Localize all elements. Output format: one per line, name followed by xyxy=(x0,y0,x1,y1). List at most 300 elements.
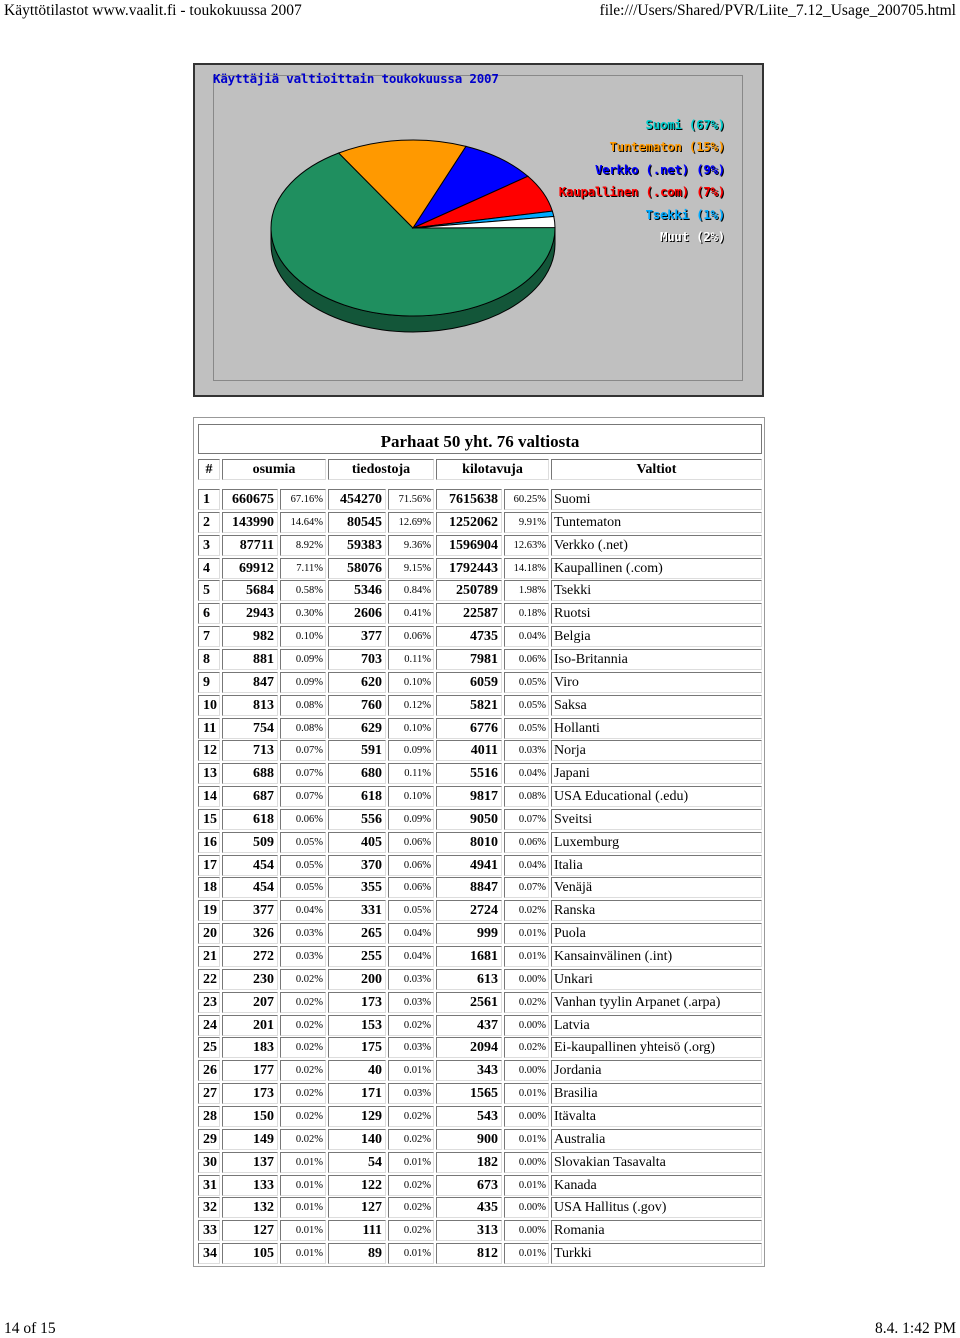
cell-tiedostoja: 377 xyxy=(328,626,386,647)
cell-osumia: 326 xyxy=(222,923,278,944)
cell-kilotavuja: 9050 xyxy=(436,809,502,830)
cell-rank: 16 xyxy=(198,832,220,853)
cell-valtio: Tsekki xyxy=(551,580,762,601)
table-row xyxy=(198,1220,762,1241)
cell-tiedostoja-pct: 0.02% xyxy=(388,1106,434,1127)
table-title-text: Parhaat 50 yht. 76 valtiosta xyxy=(380,432,580,451)
cell-valtio: Romania xyxy=(551,1220,762,1241)
cell-osumia: 5684 xyxy=(222,580,278,601)
table-row xyxy=(198,992,762,1013)
cell-kilotavuja-pct: 0.00% xyxy=(504,1106,549,1127)
cell-osumia-pct: 0.02% xyxy=(280,1060,326,1081)
cell-tiedostoja-pct: 71.56% xyxy=(388,489,434,510)
table-row xyxy=(198,603,762,624)
cell-kilotavuja-pct: 0.00% xyxy=(504,1197,549,1218)
cell-osumia-pct: 0.01% xyxy=(280,1152,326,1173)
cell-osumia-pct: 0.02% xyxy=(280,1129,326,1150)
cell-osumia: 177 xyxy=(222,1060,278,1081)
legend-item: Suomi (67%) xyxy=(645,117,725,132)
cell-tiedostoja: 5346 xyxy=(328,580,386,601)
cell-tiedostoja-pct: 0.01% xyxy=(388,1243,434,1264)
cell-tiedostoja: 171 xyxy=(328,1083,386,1104)
cell-osumia-pct: 0.02% xyxy=(280,1106,326,1127)
cell-kilotavuja-pct: 0.04% xyxy=(504,626,549,647)
cell-kilotavuja-pct: 0.01% xyxy=(504,1083,549,1104)
cell-rank: 30 xyxy=(198,1152,220,1173)
cell-valtio: Viro xyxy=(551,672,762,693)
cell-rank: 28 xyxy=(198,1106,220,1127)
cell-tiedostoja: 122 xyxy=(328,1175,386,1196)
cell-valtio: Tuntematon xyxy=(551,512,762,533)
cell-osumia-pct: 0.01% xyxy=(280,1197,326,1218)
cell-kilotavuja-pct: 60.25% xyxy=(504,489,549,510)
table-row xyxy=(198,877,762,898)
cell-kilotavuja-pct: 0.00% xyxy=(504,1060,549,1081)
cell-tiedostoja-pct: 0.09% xyxy=(388,740,434,761)
table-row xyxy=(198,740,762,761)
table-row xyxy=(198,558,762,579)
cell-osumia: 201 xyxy=(222,1015,278,1036)
cell-tiedostoja-pct: 0.02% xyxy=(388,1197,434,1218)
cell-valtio: Slovakian Tasavalta xyxy=(551,1152,762,1173)
cell-osumia-pct: 7.11% xyxy=(280,558,326,579)
cell-kilotavuja-pct: 0.07% xyxy=(504,809,549,830)
cell-tiedostoja-pct: 0.01% xyxy=(388,1152,434,1173)
cell-osumia-pct: 0.02% xyxy=(280,1083,326,1104)
table-row xyxy=(198,695,762,716)
cell-tiedostoja-pct: 0.84% xyxy=(388,580,434,601)
cell-kilotavuja-pct: 0.01% xyxy=(504,1129,549,1150)
cell-kilotavuja-pct: 12.63% xyxy=(504,535,549,556)
cell-rank: 17 xyxy=(198,855,220,876)
cell-osumia: 87711 xyxy=(222,535,278,556)
cell-valtio: Puola xyxy=(551,923,762,944)
table-row xyxy=(198,763,762,784)
cell-tiedostoja-pct: 0.11% xyxy=(388,763,434,784)
cell-tiedostoja-pct: 0.02% xyxy=(388,1175,434,1196)
cell-rank: 34 xyxy=(198,1243,220,1264)
cell-osumia-pct: 0.30% xyxy=(280,603,326,624)
cell-kilotavuja-pct: 0.00% xyxy=(504,1152,549,1173)
cell-rank: 15 xyxy=(198,809,220,830)
cell-rank: 9 xyxy=(198,672,220,693)
cell-kilotavuja-pct: 0.04% xyxy=(504,763,549,784)
cell-tiedostoja: 703 xyxy=(328,649,386,670)
cell-rank: 33 xyxy=(198,1220,220,1241)
cell-osumia-pct: 0.01% xyxy=(280,1220,326,1241)
cell-kilotavuja-pct: 0.02% xyxy=(504,1037,549,1058)
cell-tiedostoja: 556 xyxy=(328,809,386,830)
cell-osumia-pct: 0.05% xyxy=(280,877,326,898)
cell-osumia: 133 xyxy=(222,1175,278,1196)
cell-rank: 18 xyxy=(198,877,220,898)
cell-kilotavuja: 435 xyxy=(436,1197,502,1218)
cell-valtio: Verkko (.net) xyxy=(551,535,762,556)
cell-tiedostoja: 680 xyxy=(328,763,386,784)
cell-kilotavuja: 182 xyxy=(436,1152,502,1173)
cell-rank: 1 xyxy=(198,489,220,510)
cell-rank: 29 xyxy=(198,1129,220,1150)
chart-title: Käyttäjiä valtioittain toukokuussa 2007 xyxy=(213,71,499,86)
cell-tiedostoja: 127 xyxy=(328,1197,386,1218)
cell-osumia: 881 xyxy=(222,649,278,670)
cell-rank: 26 xyxy=(198,1060,220,1081)
cell-osumia-pct: 8.92% xyxy=(280,535,326,556)
cell-tiedostoja-pct: 0.12% xyxy=(388,695,434,716)
cell-rank: 19 xyxy=(198,900,220,921)
cell-tiedostoja-pct: 0.06% xyxy=(388,855,434,876)
cell-osumia-pct: 0.03% xyxy=(280,946,326,967)
cell-tiedostoja-pct: 0.06% xyxy=(388,832,434,853)
cell-kilotavuja: 313 xyxy=(436,1220,502,1241)
cell-tiedostoja-pct: 0.06% xyxy=(388,626,434,647)
table-row xyxy=(198,832,762,853)
cell-osumia: 105 xyxy=(222,1243,278,1264)
cell-osumia-pct: 0.01% xyxy=(280,1175,326,1196)
cell-valtio: Kanada xyxy=(551,1175,762,1196)
legend-item: Muut (2%) xyxy=(659,229,725,245)
table-row xyxy=(198,1243,762,1264)
cell-tiedostoja: 355 xyxy=(328,877,386,898)
cell-kilotavuja: 543 xyxy=(436,1106,502,1127)
cell-osumia: 69912 xyxy=(222,558,278,579)
cell-osumia-pct: 0.10% xyxy=(280,626,326,647)
cell-kilotavuja: 7615638 xyxy=(436,489,502,510)
cell-kilotavuja-pct: 0.06% xyxy=(504,649,549,670)
cell-osumia-pct: 0.09% xyxy=(280,672,326,693)
cell-tiedostoja: 153 xyxy=(328,1015,386,1036)
cell-kilotavuja: 4941 xyxy=(436,855,502,876)
cell-valtio: USA Hallitus (.gov) xyxy=(551,1197,762,1218)
cell-tiedostoja-pct: 0.04% xyxy=(388,946,434,967)
col-header-valtiot: Valtiot xyxy=(551,459,762,480)
cell-kilotavuja: 8010 xyxy=(436,832,502,853)
cell-tiedostoja: 89 xyxy=(328,1243,386,1264)
legend-item: Kaupallinen (.com) (7%) xyxy=(558,184,725,200)
cell-tiedostoja-pct: 0.02% xyxy=(388,1015,434,1036)
cell-valtio: Vanhan tyylin Arpanet (.arpa) xyxy=(551,992,762,1013)
cell-kilotavuja: 5516 xyxy=(436,763,502,784)
cell-tiedostoja: 255 xyxy=(328,946,386,967)
cell-valtio: Iso-Britannia xyxy=(551,649,762,670)
cell-osumia: 207 xyxy=(222,992,278,1013)
cell-osumia: 137 xyxy=(222,1152,278,1173)
cell-osumia-pct: 67.16% xyxy=(280,489,326,510)
cell-osumia-pct: 0.02% xyxy=(280,1037,326,1058)
cell-valtio: Ei-kaupallinen yhteisö (.org) xyxy=(551,1037,762,1058)
cell-tiedostoja: 80545 xyxy=(328,512,386,533)
cell-tiedostoja-pct: 0.01% xyxy=(388,1060,434,1081)
cell-osumia: 127 xyxy=(222,1220,278,1241)
cell-kilotavuja-pct: 0.05% xyxy=(504,695,549,716)
cell-valtio: Ruotsi xyxy=(551,603,762,624)
cell-tiedostoja-pct: 0.03% xyxy=(388,969,434,990)
col-header-osumia: osumia xyxy=(222,459,326,480)
cell-osumia: 150 xyxy=(222,1106,278,1127)
cell-kilotavuja: 6059 xyxy=(436,672,502,693)
cell-rank: 20 xyxy=(198,923,220,944)
cell-tiedostoja-pct: 0.04% xyxy=(388,923,434,944)
cell-tiedostoja-pct: 0.41% xyxy=(388,603,434,624)
table-row xyxy=(198,649,762,670)
cell-kilotavuja: 4735 xyxy=(436,626,502,647)
table-row xyxy=(198,946,762,967)
cell-kilotavuja: 1596904 xyxy=(436,535,502,556)
cell-tiedostoja: 40 xyxy=(328,1060,386,1081)
cell-rank: 10 xyxy=(198,695,220,716)
table-row xyxy=(198,1060,762,1081)
cell-tiedostoja-pct: 0.03% xyxy=(388,1083,434,1104)
cell-kilotavuja: 1565 xyxy=(436,1083,502,1104)
cell-valtio: Sveitsi xyxy=(551,809,762,830)
cell-kilotavuja: 673 xyxy=(436,1175,502,1196)
cell-valtio: Brasilia xyxy=(551,1083,762,1104)
cell-osumia: 754 xyxy=(222,718,278,739)
cell-osumia-pct: 0.05% xyxy=(280,855,326,876)
table-row xyxy=(198,626,762,647)
cell-valtio: Italia xyxy=(551,855,762,876)
cell-valtio: Luxemburg xyxy=(551,832,762,853)
cell-kilotavuja-pct: 0.05% xyxy=(504,672,549,693)
cell-kilotavuja-pct: 0.02% xyxy=(504,900,549,921)
cell-osumia-pct: 0.07% xyxy=(280,740,326,761)
cell-osumia: 618 xyxy=(222,809,278,830)
cell-tiedostoja-pct: 0.03% xyxy=(388,992,434,1013)
cell-osumia-pct: 14.64% xyxy=(280,512,326,533)
cell-kilotavuja: 1681 xyxy=(436,946,502,967)
cell-tiedostoja-pct: 0.10% xyxy=(388,786,434,807)
cell-osumia-pct: 0.02% xyxy=(280,969,326,990)
cell-osumia-pct: 0.58% xyxy=(280,580,326,601)
cell-kilotavuja: 613 xyxy=(436,969,502,990)
cell-osumia-pct: 0.04% xyxy=(280,900,326,921)
cell-rank: 7 xyxy=(198,626,220,647)
cell-osumia-pct: 0.02% xyxy=(280,992,326,1013)
cell-tiedostoja-pct: 0.02% xyxy=(388,1220,434,1241)
cell-rank: 3 xyxy=(198,535,220,556)
cell-tiedostoja-pct: 12.69% xyxy=(388,512,434,533)
cell-tiedostoja: 265 xyxy=(328,923,386,944)
table-row xyxy=(198,718,762,739)
cell-rank: 25 xyxy=(198,1037,220,1058)
cell-osumia: 660675 xyxy=(222,489,278,510)
cell-kilotavuja-pct: 0.08% xyxy=(504,786,549,807)
cell-osumia: 173 xyxy=(222,1083,278,1104)
cell-kilotavuja-pct: 0.02% xyxy=(504,992,549,1013)
table-row xyxy=(198,855,762,876)
cell-osumia: 509 xyxy=(222,832,278,853)
cell-kilotavuja: 22587 xyxy=(436,603,502,624)
cell-tiedostoja-pct: 0.05% xyxy=(388,900,434,921)
cell-kilotavuja: 2724 xyxy=(436,900,502,921)
cell-valtio: Saksa xyxy=(551,695,762,716)
cell-tiedostoja: 58076 xyxy=(328,558,386,579)
cell-valtio: USA Educational (.edu) xyxy=(551,786,762,807)
cell-rank: 21 xyxy=(198,946,220,967)
cell-tiedostoja: 200 xyxy=(328,969,386,990)
cell-tiedostoja-pct: 0.06% xyxy=(388,877,434,898)
cell-tiedostoja-pct: 0.02% xyxy=(388,1129,434,1150)
print-footer xyxy=(0,1320,960,1338)
cell-osumia: 847 xyxy=(222,672,278,693)
cell-kilotavuja: 900 xyxy=(436,1129,502,1150)
cell-tiedostoja: 111 xyxy=(328,1220,386,1241)
cell-tiedostoja-pct: 9.36% xyxy=(388,535,434,556)
cell-rank: 12 xyxy=(198,740,220,761)
cell-rank: 11 xyxy=(198,718,220,739)
cell-tiedostoja: 454270 xyxy=(328,489,386,510)
cell-osumia: 813 xyxy=(222,695,278,716)
cell-kilotavuja-pct: 0.00% xyxy=(504,969,549,990)
table-row xyxy=(198,809,762,830)
cell-tiedostoja: 760 xyxy=(328,695,386,716)
table-row xyxy=(198,1129,762,1150)
cell-kilotavuja-pct: 9.91% xyxy=(504,512,549,533)
cell-kilotavuja: 7981 xyxy=(436,649,502,670)
legend-item: Tuntematon (15%) xyxy=(609,139,725,155)
cell-tiedostoja: 54 xyxy=(328,1152,386,1173)
cell-kilotavuja: 2561 xyxy=(436,992,502,1013)
cell-osumia: 454 xyxy=(222,855,278,876)
cell-kilotavuja: 5821 xyxy=(436,695,502,716)
cell-valtio: Kaupallinen (.com) xyxy=(551,558,762,579)
cell-kilotavuja-pct: 14.18% xyxy=(504,558,549,579)
cell-tiedostoja: 331 xyxy=(328,900,386,921)
cell-osumia: 687 xyxy=(222,786,278,807)
cell-kilotavuja-pct: 0.04% xyxy=(504,855,549,876)
cell-osumia: 377 xyxy=(222,900,278,921)
cell-osumia: 132 xyxy=(222,1197,278,1218)
cell-kilotavuja-pct: 1.98% xyxy=(504,580,549,601)
cell-valtio: Belgia xyxy=(551,626,762,647)
cell-osumia-pct: 0.02% xyxy=(280,1015,326,1036)
page-count: 14 of 15 xyxy=(4,1320,56,1337)
table-row xyxy=(198,512,762,533)
cell-valtio: Australia xyxy=(551,1129,762,1150)
table-row xyxy=(198,1152,762,1173)
print-timestamp: 8.4. 1:42 PM xyxy=(875,1320,956,1337)
cell-osumia: 230 xyxy=(222,969,278,990)
cell-osumia-pct: 0.09% xyxy=(280,649,326,670)
cell-osumia-pct: 0.05% xyxy=(280,832,326,853)
legend-item: Verkko (.net) (9%) xyxy=(594,161,725,177)
cell-kilotavuja: 8847 xyxy=(436,877,502,898)
cell-kilotavuja: 2094 xyxy=(436,1037,502,1058)
cell-valtio: Turkki xyxy=(551,1243,762,1264)
cell-rank: 2 xyxy=(198,512,220,533)
cell-valtio: Ranska xyxy=(551,900,762,921)
cell-osumia-pct: 0.08% xyxy=(280,718,326,739)
cell-kilotavuja: 343 xyxy=(436,1060,502,1081)
cell-tiedostoja: 620 xyxy=(328,672,386,693)
cell-tiedostoja-pct: 0.10% xyxy=(388,672,434,693)
cell-rank: 14 xyxy=(198,786,220,807)
table-row xyxy=(198,580,762,601)
cell-kilotavuja-pct: 0.07% xyxy=(504,877,549,898)
cell-osumia-pct: 0.06% xyxy=(280,809,326,830)
cell-kilotavuja-pct: 0.05% xyxy=(504,718,549,739)
table-row xyxy=(198,1083,762,1104)
table-title xyxy=(198,424,762,454)
chart-legend xyxy=(559,114,725,248)
cell-rank: 8 xyxy=(198,649,220,670)
cell-valtio: Suomi xyxy=(551,489,762,510)
cell-kilotavuja: 250789 xyxy=(436,580,502,601)
cell-kilotavuja-pct: 0.01% xyxy=(504,1175,549,1196)
cell-tiedostoja-pct: 0.11% xyxy=(388,649,434,670)
cell-valtio: Jordania xyxy=(551,1060,762,1081)
cell-rank: 5 xyxy=(198,580,220,601)
cell-rank: 24 xyxy=(198,1015,220,1036)
cell-kilotavuja-pct: 0.18% xyxy=(504,603,549,624)
cell-kilotavuja: 437 xyxy=(436,1015,502,1036)
cell-valtio: Itävalta xyxy=(551,1106,762,1127)
cell-osumia-pct: 0.07% xyxy=(280,786,326,807)
cell-kilotavuja: 999 xyxy=(436,923,502,944)
cell-kilotavuja: 9817 xyxy=(436,786,502,807)
table-row xyxy=(198,1015,762,1036)
print-header-title: Käyttötilastot www.vaalit.fi - toukokuussa 2007 xyxy=(4,2,302,19)
cell-kilotavuja-pct: 0.00% xyxy=(504,1015,549,1036)
cell-tiedostoja-pct: 9.15% xyxy=(388,558,434,579)
cell-osumia-pct: 0.03% xyxy=(280,923,326,944)
cell-tiedostoja: 618 xyxy=(328,786,386,807)
table-row xyxy=(198,1197,762,1218)
cell-tiedostoja-pct: 0.10% xyxy=(388,718,434,739)
cell-tiedostoja: 140 xyxy=(328,1129,386,1150)
cell-tiedostoja-pct: 0.09% xyxy=(388,809,434,830)
cell-kilotavuja-pct: 0.00% xyxy=(504,1220,549,1241)
cell-tiedostoja: 591 xyxy=(328,740,386,761)
cell-kilotavuja-pct: 0.03% xyxy=(504,740,549,761)
cell-kilotavuja: 6776 xyxy=(436,718,502,739)
cell-rank: 27 xyxy=(198,1083,220,1104)
cell-tiedostoja: 59383 xyxy=(328,535,386,556)
table-row xyxy=(198,672,762,693)
table-row xyxy=(198,1106,762,1127)
table-row xyxy=(198,923,762,944)
cell-kilotavuja: 1252062 xyxy=(436,512,502,533)
cell-kilotavuja: 812 xyxy=(436,1243,502,1264)
cell-rank: 31 xyxy=(198,1175,220,1196)
cell-tiedostoja: 129 xyxy=(328,1106,386,1127)
cell-tiedostoja: 173 xyxy=(328,992,386,1013)
table-row xyxy=(198,1037,762,1058)
cell-kilotavuja: 1792443 xyxy=(436,558,502,579)
cell-valtio: Japani xyxy=(551,763,762,784)
cell-osumia: 183 xyxy=(222,1037,278,1058)
col-header-num: # xyxy=(198,459,220,480)
cell-rank: 23 xyxy=(198,992,220,1013)
legend-item: Tsekki (1%) xyxy=(645,206,725,222)
cell-rank: 6 xyxy=(198,603,220,624)
table-row xyxy=(198,900,762,921)
cell-rank: 32 xyxy=(198,1197,220,1218)
cell-tiedostoja: 175 xyxy=(328,1037,386,1058)
cell-valtio: Kansainvälinen (.int) xyxy=(551,946,762,967)
cell-osumia: 149 xyxy=(222,1129,278,1150)
cell-osumia: 454 xyxy=(222,877,278,898)
cell-kilotavuja-pct: 0.06% xyxy=(504,832,549,853)
cell-rank: 13 xyxy=(198,763,220,784)
cell-kilotavuja-pct: 0.01% xyxy=(504,923,549,944)
cell-valtio: Latvia xyxy=(551,1015,762,1036)
table-header-row xyxy=(198,459,762,480)
cell-tiedostoja: 2606 xyxy=(328,603,386,624)
table-row xyxy=(198,786,762,807)
cell-osumia: 272 xyxy=(222,946,278,967)
cell-tiedostoja: 405 xyxy=(328,832,386,853)
